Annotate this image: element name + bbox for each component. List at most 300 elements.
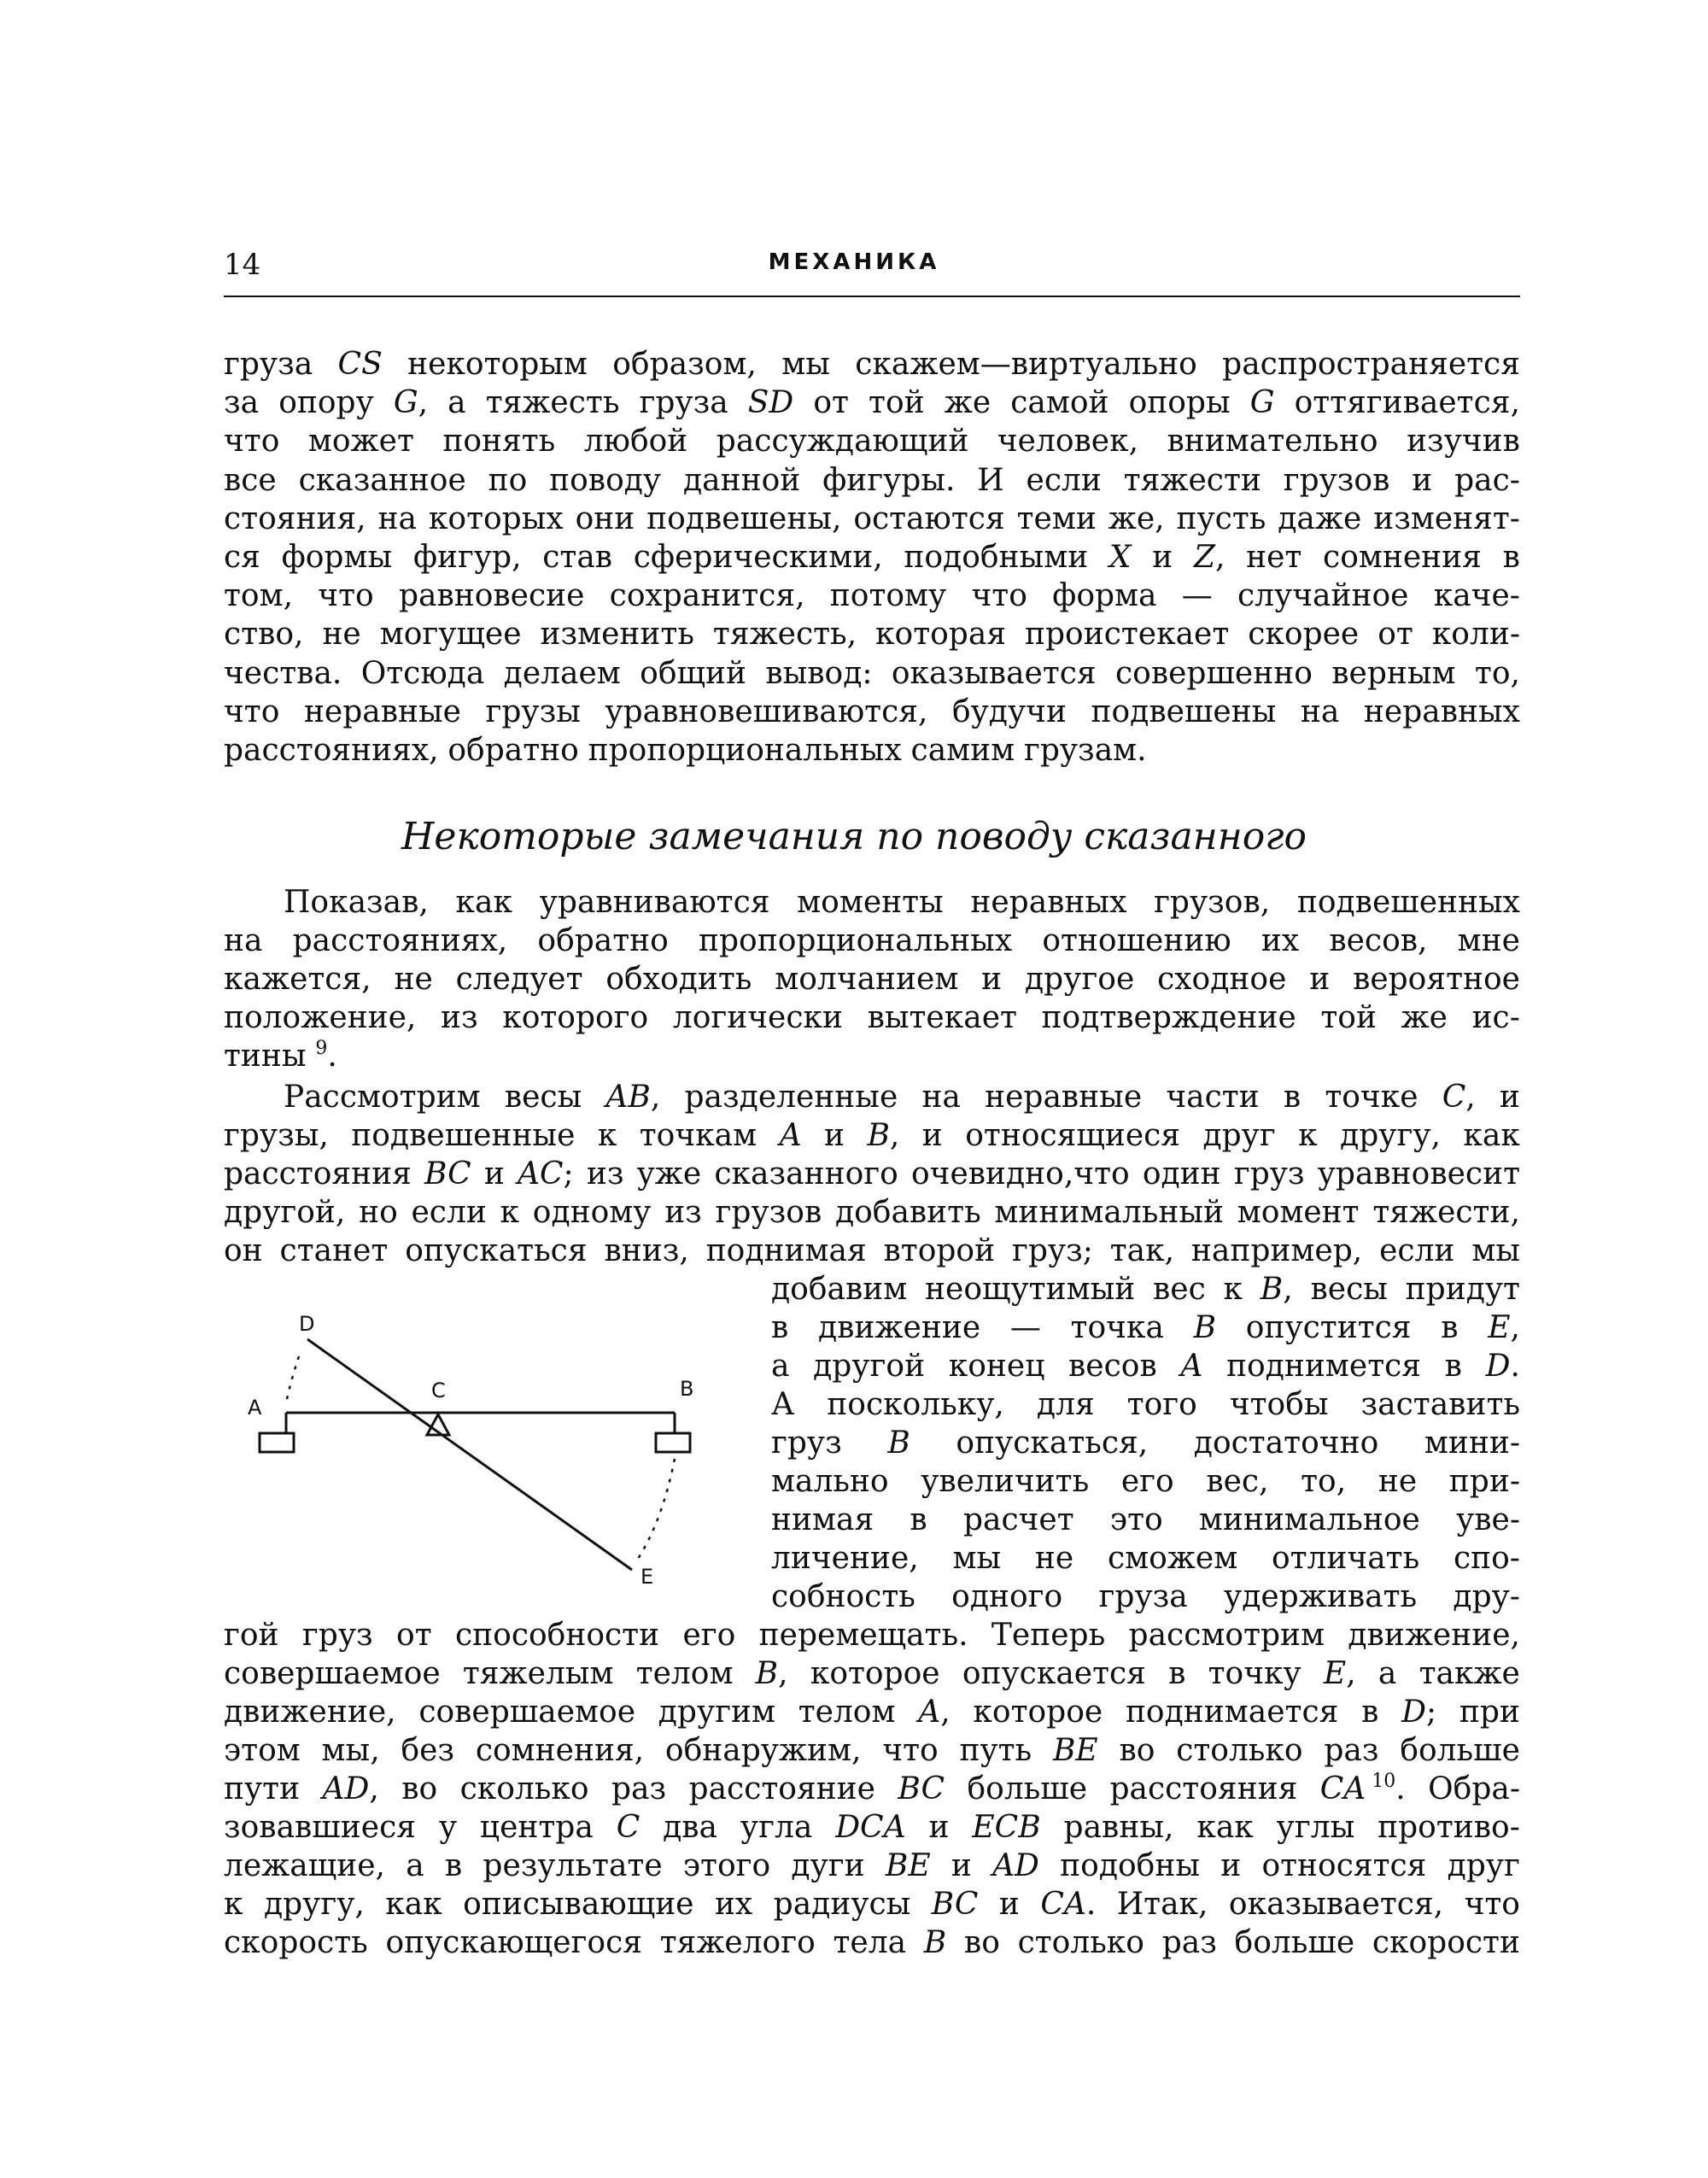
word: к: [1298, 1118, 1318, 1153]
word: расстояниях,: [224, 733, 439, 768]
word: что: [224, 424, 280, 460]
word: пропорциональных: [699, 923, 1013, 958]
word: что: [971, 578, 1027, 614]
word: их: [1261, 923, 1300, 958]
word: очевидно,что: [910, 1156, 1130, 1191]
word: могущее: [379, 617, 522, 653]
word: другой,: [224, 1195, 346, 1230]
word: ство,: [224, 617, 304, 653]
word: стояния,: [224, 501, 366, 536]
text-line: [224, 731, 1520, 770]
word: став: [542, 540, 613, 575]
word: движение: [817, 1310, 981, 1345]
word: добавим: [771, 1272, 908, 1307]
label-b: B: [680, 1377, 694, 1401]
word: —: [1009, 1310, 1041, 1345]
word: то,: [1474, 655, 1520, 691]
word: описывающие: [463, 1887, 694, 1922]
word: дру-: [1453, 1579, 1520, 1614]
word: остаются: [853, 501, 1005, 536]
text-line: [224, 1847, 1520, 1886]
word: BC: [898, 1771, 945, 1806]
word: раз: [1161, 1925, 1217, 1960]
word: каче-: [1433, 578, 1520, 614]
word: опоры: [1128, 385, 1231, 421]
word: при: [1459, 1695, 1520, 1730]
word: без: [401, 1733, 455, 1768]
word: другой: [813, 1349, 926, 1384]
word: обратно: [537, 923, 669, 958]
word: сомнения: [1323, 540, 1482, 575]
word: конец: [948, 1349, 1045, 1384]
word: ся: [224, 540, 260, 575]
label-a: A: [248, 1396, 262, 1420]
text-line: [224, 345, 1520, 384]
word: точкам: [639, 1118, 757, 1153]
word: опускаться: [405, 1233, 588, 1268]
word: если: [1026, 462, 1102, 498]
word: И: [977, 462, 1004, 498]
word: как: [385, 1887, 442, 1922]
word: тины: [224, 1039, 307, 1074]
word: и: [998, 1887, 1020, 1922]
word: в: [1441, 1310, 1459, 1345]
word: CA.: [1040, 1887, 1097, 1922]
word: столько: [1176, 1733, 1303, 1768]
word: Показав,: [284, 885, 429, 920]
word: даже: [1278, 501, 1362, 536]
word: подвешенных: [1296, 885, 1520, 920]
word: обходить: [605, 962, 752, 997]
word: точку: [1208, 1656, 1301, 1691]
word: центра: [479, 1810, 594, 1845]
word: например,: [1190, 1233, 1363, 1268]
word: тяжести,: [1372, 1195, 1520, 1230]
word: он: [224, 1233, 263, 1268]
word: один: [1142, 1156, 1221, 1191]
word: ECB: [972, 1810, 1041, 1845]
word: BC: [931, 1887, 979, 1922]
word: подвешенные: [351, 1118, 576, 1153]
word: весы: [504, 1080, 582, 1115]
word: обнаружим,: [664, 1733, 862, 1768]
word: которая: [875, 617, 1007, 653]
word: минимальное: [1198, 1502, 1420, 1537]
word: скажем—виртуально: [855, 347, 1197, 382]
word: весов,: [1329, 923, 1428, 958]
word: неравные: [985, 1080, 1143, 1115]
word: и: [1309, 962, 1331, 997]
word: равны,: [1063, 1810, 1174, 1845]
text-line: [771, 1501, 1520, 1540]
word: угла: [740, 1810, 813, 1845]
word: вероятное: [1353, 962, 1520, 997]
word: груз: [1233, 1156, 1305, 1191]
word: другим: [658, 1695, 775, 1730]
word: изучив: [1407, 424, 1520, 460]
word: мально: [771, 1464, 889, 1499]
word: больше: [967, 1771, 1088, 1806]
word: тяжелым: [462, 1656, 614, 1691]
word: не: [322, 617, 361, 653]
word: Z,: [1193, 540, 1225, 575]
word: A: [1180, 1349, 1203, 1384]
word: что: [224, 694, 280, 729]
word: телом: [798, 1695, 896, 1730]
word: грузы,: [224, 1118, 329, 1153]
word: чества.: [224, 655, 342, 691]
word: точке: [1325, 1080, 1418, 1115]
word: и: [1220, 1848, 1242, 1883]
word: личение,: [771, 1541, 919, 1576]
word: тяжелого: [659, 1925, 816, 1960]
word: как: [1196, 1810, 1254, 1845]
word: во: [963, 1925, 1000, 1960]
word: и: [483, 1156, 505, 1191]
word: во: [1119, 1733, 1155, 1768]
word: AD: [992, 1848, 1039, 1883]
word: во: [401, 1771, 438, 1806]
text-line: [224, 615, 1520, 654]
word: BE: [1052, 1733, 1098, 1768]
word: того: [1126, 1387, 1197, 1422]
beam-de: [307, 1339, 632, 1570]
word: из: [440, 1000, 478, 1035]
word: движение,: [224, 1695, 396, 1730]
text-line: [224, 1654, 1520, 1694]
word: скорее: [1248, 617, 1360, 653]
word: как: [455, 885, 512, 920]
word: E,: [1488, 1310, 1520, 1345]
word: его: [1120, 1464, 1174, 1499]
word: оказывается: [891, 655, 1097, 691]
text-line: [224, 693, 1520, 732]
word: тяжести: [1123, 462, 1261, 498]
word: D;: [1401, 1695, 1437, 1730]
word: некоторым: [407, 347, 588, 382]
word: сказанного: [714, 1156, 898, 1191]
word: раз: [1324, 1733, 1379, 1768]
word: относятся: [1261, 1848, 1427, 1883]
word: спо-: [1453, 1541, 1520, 1576]
word: противо-: [1378, 1810, 1520, 1845]
word: это: [1109, 1502, 1163, 1537]
word: которого: [502, 1000, 649, 1035]
header-rule: [224, 296, 1520, 297]
word: в: [910, 1502, 927, 1537]
word: форма: [1052, 578, 1157, 614]
word: уве-: [1456, 1502, 1520, 1537]
word: и: [824, 1118, 845, 1153]
word: которое: [973, 1695, 1103, 1730]
word: сохранится,: [609, 578, 805, 614]
word: другу,: [263, 1887, 365, 1922]
text-line: [224, 461, 1520, 501]
text-line: [771, 1270, 1520, 1309]
word: B: [887, 1426, 910, 1461]
word: одного: [951, 1579, 1063, 1614]
word: неравных: [1363, 694, 1520, 729]
word: же: [1401, 1000, 1448, 1035]
arc-be: [636, 1459, 675, 1561]
word: уже: [636, 1156, 702, 1191]
word: самим: [910, 733, 1015, 768]
word: к: [224, 1887, 243, 1922]
word: путь: [959, 1733, 1032, 1768]
page-number: 14: [224, 248, 261, 282]
word: если: [1379, 1233, 1455, 1268]
word: пропорциональных: [588, 733, 902, 768]
word: друг: [1447, 1848, 1520, 1883]
word: в: [1168, 1656, 1186, 1691]
word: SD: [747, 385, 794, 421]
word: которых: [428, 501, 564, 536]
word: C: [616, 1810, 640, 1845]
word: случайное: [1237, 578, 1409, 614]
word: A,: [918, 1695, 951, 1730]
word: совершаемое: [224, 1656, 441, 1691]
word: образом,: [612, 347, 757, 382]
word: второй: [883, 1233, 996, 1268]
word: AC;: [517, 1156, 574, 1191]
word: зовавшиеся: [224, 1810, 416, 1845]
text-line: [224, 1155, 1520, 1194]
word: B,: [867, 1118, 900, 1153]
word: этого: [682, 1848, 771, 1883]
word: способности: [454, 1618, 660, 1653]
word: два: [663, 1810, 718, 1845]
word: при-: [1448, 1464, 1520, 1499]
word: в: [771, 1310, 789, 1345]
word: от: [813, 385, 849, 421]
text-line: [224, 1923, 1520, 1963]
weight-a: [260, 1433, 294, 1452]
text-line: [224, 1232, 1520, 1271]
word: мне: [1457, 923, 1520, 958]
word: что: [882, 1733, 939, 1768]
word: самой: [1010, 385, 1109, 421]
word: увеличить: [921, 1464, 1090, 1499]
word: груза: [639, 385, 728, 421]
word: неравные: [303, 694, 461, 729]
word: у: [438, 1810, 458, 1845]
word: и: [951, 1848, 972, 1883]
word: G,: [393, 385, 429, 421]
word: сходное: [1157, 962, 1287, 997]
word: поднимется: [1226, 1349, 1421, 1384]
word: может: [307, 424, 414, 460]
word: больше: [1400, 1733, 1520, 1768]
word: в: [1502, 540, 1520, 575]
word: радиусы: [773, 1887, 911, 1922]
word: другое: [1025, 962, 1135, 997]
text-line: [224, 1770, 1520, 1809]
word: пусть: [1176, 501, 1266, 536]
word: сказанное: [298, 462, 466, 498]
word: их: [714, 1887, 753, 1922]
word: B,: [1260, 1272, 1293, 1307]
word: чтобы: [1229, 1387, 1329, 1422]
word: человек,: [997, 424, 1139, 460]
word: другу,: [1340, 1118, 1441, 1153]
text-line: [224, 538, 1520, 577]
word: все: [224, 462, 277, 498]
word: весы: [1310, 1272, 1388, 1307]
word: AB,: [605, 1080, 661, 1115]
word: углы: [1276, 1810, 1355, 1845]
word: Обра-: [1428, 1771, 1520, 1806]
word: расстояния: [224, 1156, 412, 1191]
word: на: [377, 501, 417, 536]
word: сферическими,: [633, 540, 883, 575]
word: той: [1320, 1000, 1377, 1035]
word: оттягивается,: [1294, 385, 1520, 421]
word: то,: [1301, 1464, 1347, 1499]
text-line: [771, 1424, 1520, 1463]
word: как: [1463, 1118, 1520, 1153]
word: ис-: [1471, 1000, 1520, 1035]
word: для: [1036, 1387, 1095, 1422]
word: груз: [301, 1618, 373, 1653]
text-line: [224, 1731, 1520, 1771]
word: опору: [278, 385, 374, 421]
word: в: [1283, 1080, 1301, 1115]
text-line: [224, 1693, 1520, 1732]
word: поскольку,: [827, 1387, 1004, 1422]
text-line: [224, 922, 1520, 961]
word: опускается: [962, 1656, 1146, 1691]
word: груз;: [1011, 1233, 1093, 1268]
word: том,: [224, 578, 294, 614]
word: столько: [1017, 1925, 1144, 1960]
word: Теперь: [991, 1618, 1106, 1653]
word: B: [923, 1925, 947, 1960]
word: подобны: [1060, 1848, 1200, 1883]
word: вытекает: [867, 1000, 1017, 1035]
word: $^9$.: [315, 1038, 337, 1074]
word: тяжесть,: [712, 617, 857, 653]
word: BC: [424, 1156, 471, 1191]
text-line: [284, 1078, 1520, 1117]
word: потому: [829, 578, 947, 614]
word: движение,: [1348, 1618, 1520, 1653]
word: одному: [532, 1195, 652, 1230]
word: изменят-: [1373, 501, 1520, 536]
word: грузы: [485, 694, 581, 729]
word: мини-: [1424, 1426, 1520, 1461]
word: фигур,: [412, 540, 522, 575]
word: будучи: [951, 694, 1067, 729]
word: тяжесть: [485, 385, 620, 421]
word: которое: [810, 1656, 940, 1691]
word: поднимая: [705, 1233, 867, 1268]
word: достаточно: [1193, 1426, 1379, 1461]
word: нимая: [771, 1502, 874, 1537]
word: заставить: [1360, 1387, 1520, 1422]
word: подвешены: [1091, 694, 1277, 729]
word: собность: [771, 1579, 915, 1614]
text-line: [224, 500, 1520, 539]
word: данной: [682, 462, 801, 498]
word: его: [682, 1618, 736, 1653]
word: расстояние: [688, 1771, 875, 1806]
word: на: [921, 1080, 961, 1115]
word: но: [359, 1195, 398, 1230]
word: по: [488, 462, 528, 498]
word: и: [1152, 540, 1173, 575]
word: телом: [635, 1656, 734, 1691]
word: CS: [337, 347, 383, 382]
word: AD,: [322, 1771, 379, 1806]
word: тела: [833, 1925, 907, 1960]
word: гой: [224, 1618, 279, 1653]
word: а: [1378, 1656, 1397, 1691]
word: на: [224, 923, 263, 958]
text-line: [224, 422, 1520, 461]
word: E,: [1323, 1656, 1356, 1691]
word: CA $^{10}$.: [1319, 1771, 1406, 1806]
word: моменты: [797, 885, 944, 920]
word: скорости: [1372, 1925, 1520, 1960]
word: в: [444, 1848, 463, 1883]
word: перемещать.: [758, 1618, 968, 1653]
word: рас-: [1454, 462, 1520, 498]
word: G: [1249, 385, 1275, 421]
word: подобными: [904, 540, 1089, 575]
word: скорость: [224, 1925, 368, 1960]
arc-ad: [286, 1356, 299, 1403]
word: из: [586, 1156, 624, 1191]
word: сомнения,: [475, 1733, 645, 1768]
word: грузов: [715, 1195, 822, 1230]
word: формы: [281, 540, 393, 575]
word: мы: [952, 1541, 1002, 1576]
word: груза: [224, 347, 313, 382]
word: коли-: [1431, 617, 1520, 653]
word: же,: [1108, 501, 1165, 536]
section-title: Некоторые замечания по поводу сказанного: [401, 815, 1307, 858]
word: из: [664, 1195, 702, 1230]
label-e: E: [640, 1565, 654, 1587]
word: мы,: [321, 1733, 380, 1768]
word: же: [944, 385, 991, 421]
word: раз: [611, 1771, 667, 1806]
word: C,: [1442, 1080, 1476, 1115]
word: общий: [640, 655, 746, 691]
word: поднимается: [1125, 1695, 1339, 1730]
word: уравновешиваются,: [605, 694, 928, 729]
word: совершаемое: [418, 1695, 635, 1730]
word: понять: [442, 424, 556, 460]
text-line: [771, 1385, 1520, 1425]
word: не: [1378, 1464, 1418, 1499]
word: не: [1034, 1541, 1074, 1576]
word: Отсюда: [360, 655, 485, 691]
text-line: [284, 883, 1520, 922]
word: мы: [1471, 1233, 1520, 1268]
word: верным: [1331, 655, 1456, 691]
word: неравных: [970, 885, 1127, 920]
word: B: [1193, 1310, 1217, 1345]
word: за: [224, 385, 260, 421]
word: грузов: [1283, 462, 1390, 498]
word: расчет: [962, 1502, 1074, 1537]
word: части: [1166, 1080, 1260, 1115]
word: неощутимый: [925, 1272, 1136, 1307]
word: делаем: [503, 655, 621, 691]
word: изменить: [540, 617, 694, 653]
word: лежащие,: [224, 1848, 385, 1883]
